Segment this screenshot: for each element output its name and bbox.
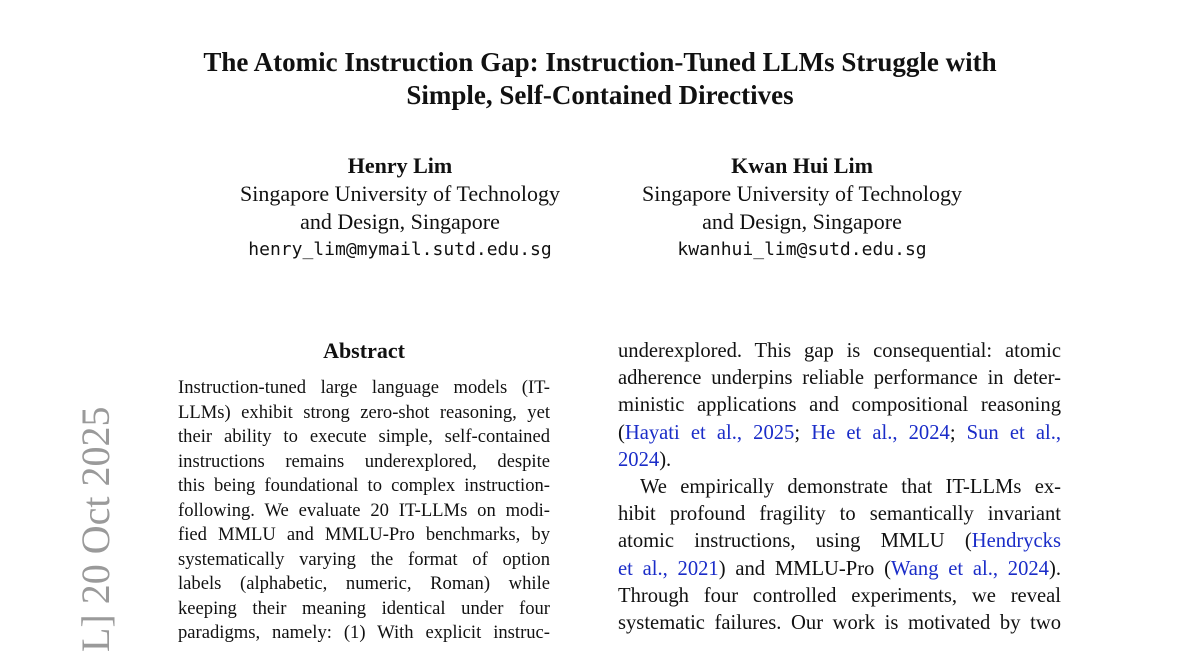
title-line-1: The Atomic Instruction Gap: Instruction-Tuned LLMs Struggle with [203, 47, 997, 77]
text: ) and MMLU-Pro ( [718, 557, 891, 580]
author-affiliation [200, 180, 600, 236]
body-line: ministic applications and compositional reasoning [618, 394, 1061, 417]
abstract-line: their ability to execute simple, self-contained [178, 426, 550, 447]
body-line: We empirically demonstrate that IT-LLMs ex- [640, 476, 1061, 499]
body-line: adherence underpins reliable performance in deter- [618, 367, 1061, 390]
citation-link-he[interactable]: He et al., 2024 [811, 421, 950, 444]
author-name: Kwan Hui Lim [731, 153, 873, 178]
author-affiliation [602, 180, 1002, 236]
arxiv-stamp-area [0, 0, 118, 652]
body-line: hibit profound fragility to semantically invariant [618, 503, 1061, 526]
arxiv-stamp: L] 20 Oct 2025 [73, 406, 118, 652]
abstract-line: LLMs) exhibit strong zero-shot reasoning, yet [178, 401, 550, 423]
citation-link-sun[interactable]: Sun et al., [966, 421, 1061, 444]
abstract-line: systematically varying the format of option [178, 548, 550, 570]
abstract-line: instructions remains underexplored, despite [178, 450, 550, 472]
body-line: systematic failures. Our work is motivated by two [618, 612, 1061, 635]
citation-link-wang[interactable]: Wang et al., 2024 [890, 557, 1049, 580]
author-email[interactable]: henry_lim@mymail.sutd.edu.sg [248, 239, 552, 260]
citation-link-hendrycks[interactable]: Hendrycks [971, 530, 1061, 553]
affiliation-line: Singapore University of Technology [239, 181, 561, 206]
punct: ( [618, 421, 625, 444]
body-line: underexplored. This gap is consequential: atomic [618, 340, 1061, 362]
abstract-line: labels (alphabetic, numeric, Roman) while [178, 573, 550, 594]
abstract-line: following. We evaluate 20 IT-LLMs on modi- [178, 499, 550, 521]
introduction-column [618, 338, 1061, 637]
abstract-line: this being foundational to complex instruction- [178, 475, 550, 496]
punct: ). [1048, 557, 1061, 580]
body-line [618, 420, 1061, 447]
author-email[interactable]: kwanhui_lim@sutd.edu.sg [677, 239, 927, 260]
citation-link-sun-year[interactable]: 2024 [618, 448, 660, 471]
abstract-line: Instruction-tuned large language models (IT- [178, 377, 550, 398]
body-line [618, 556, 1061, 583]
abstract-line: fied MMLU and MMLU-Pro benchmarks, by [178, 524, 550, 545]
author-name: Henry Lim [347, 153, 453, 178]
abstract-line: paradigms, namely: (1) With explicit instruc- [178, 622, 550, 643]
author-block-1 [200, 152, 600, 264]
abstract-body [178, 376, 550, 646]
abstract-line: keeping their meaning identical under four [178, 597, 550, 619]
citation-link-hendrycks-year[interactable]: et al., 2021 [618, 557, 719, 580]
citation-link-hayati[interactable]: Hayati et al., 2025 [624, 421, 795, 444]
author-block-2 [602, 152, 1002, 264]
punct: ; [794, 421, 812, 444]
title-line-2: Simple, Self-Contained Directives [406, 80, 794, 110]
affiliation-line: and Design, Singapore [300, 209, 500, 234]
text: atomic instructions, using MMLU ( [618, 530, 972, 553]
body-line [618, 447, 1061, 474]
body-line: Through four controlled experiments, we reveal [618, 584, 1061, 607]
abstract-heading: Abstract [323, 338, 405, 363]
affiliation-line: Singapore University of Technology [641, 181, 963, 206]
body-line [618, 528, 1061, 555]
paper-title [100, 46, 1100, 112]
punct: ). [659, 448, 672, 471]
punct: ; [949, 421, 967, 444]
affiliation-line: and Design, Singapore [702, 209, 902, 234]
